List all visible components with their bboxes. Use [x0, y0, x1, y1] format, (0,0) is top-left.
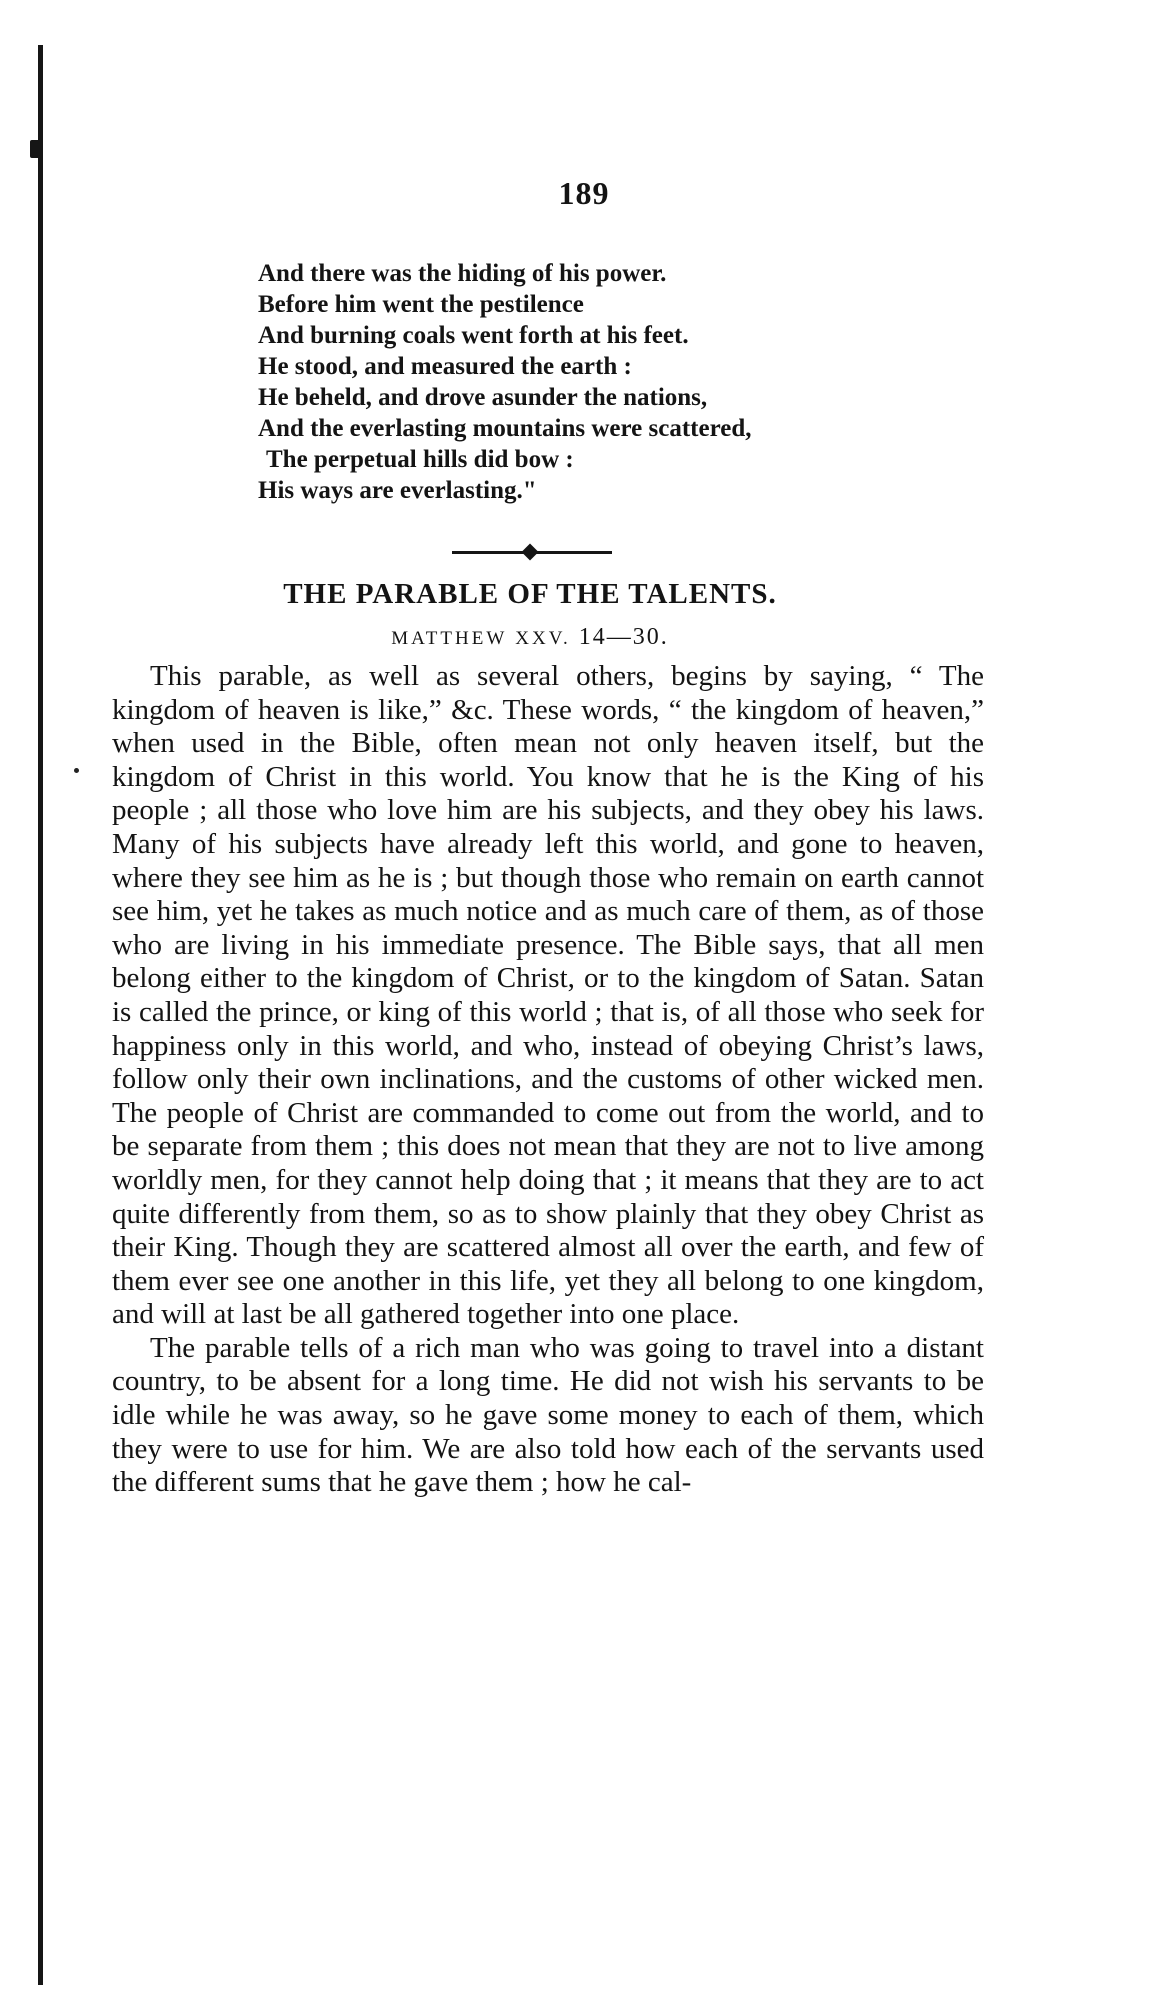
section-divider-ornament — [452, 545, 612, 559]
poem-line: He stood, and measured the earth : — [258, 353, 632, 380]
body-paragraph: This parable, as well as several others, begins by saying, “ The kingdom of heaven is like,” &c. These words, “ the kingdom of heaven,” when used in the Bible, often mean not only heaven itself, but the kingdom of Christ in this world. You know that he is the King of his people ; all those who love him are his subjects, and they obey his laws. Many of his subjects have already left this world, and gone to heaven, where they see him as he is ; but though those who remain on earth cannot see him, yet he takes as much notice and as much care of them, as of those who are living in his immediate presence. The Bible says, that all men belong either to the kingdom of Christ, or to the kingdom of Satan. Satan is called the prince, or king of this world ; that is, of all those who seek for happiness only in this world, and who, instead of obeying Christ’s laws, follow only their own inclinations, and the customs of other wicked men. The people of Christ are commanded to come out from the world, and to be separate from them ; this does not mean that they are not to live among worldly men, for they cannot help doing that ; it means that they are to act quite differently from them, so as to show plainly that they obey Christ as their King. Though they are scattered almost all over the earth, and few of them ever see one another in this life, yet they all belong to one kingdom, and will at last be all gathered together into one place. — [112, 660, 984, 1331]
poem-block — [258, 258, 938, 506]
binding-edge-line — [38, 45, 43, 1985]
binding-mark — [30, 140, 42, 158]
body-text — [112, 660, 984, 1500]
page-number: 189 — [558, 175, 610, 211]
poem-line: And there was the hiding of his power. — [258, 260, 667, 287]
poem-line: And the everlasting mountains were scattered, — [258, 415, 752, 442]
reference-chapter: XXV. — [515, 628, 571, 649]
scripture-reference — [0, 624, 1060, 651]
poem-line: His ways are everlasting." — [258, 477, 537, 504]
margin-speck — [74, 768, 79, 773]
poem-line: He beheld, and drove asunder the nations, — [258, 384, 708, 411]
reference-book: MATTHEW — [391, 628, 508, 649]
poem-line: Before him went the pestilence — [258, 291, 584, 318]
section-title: THE PARABLE OF THE TALENTS. — [283, 578, 777, 610]
diamond-ornament-icon — [522, 544, 539, 561]
reference-verses: 14—30. — [578, 624, 669, 650]
poem-line: The perpetual hills did bow : — [266, 446, 574, 473]
body-paragraph: The parable tells of a rich man who was going to travel into a distant country, to be absent for a long time. He did not wish his servants to be idle while he was away, so he gave some money to each of them, which they were to use for him. We are also told how each of the servants used the different sums that he gave them ; how he cal- — [112, 1331, 984, 1499]
poem-line: And burning coals went forth at his feet. — [258, 322, 689, 349]
